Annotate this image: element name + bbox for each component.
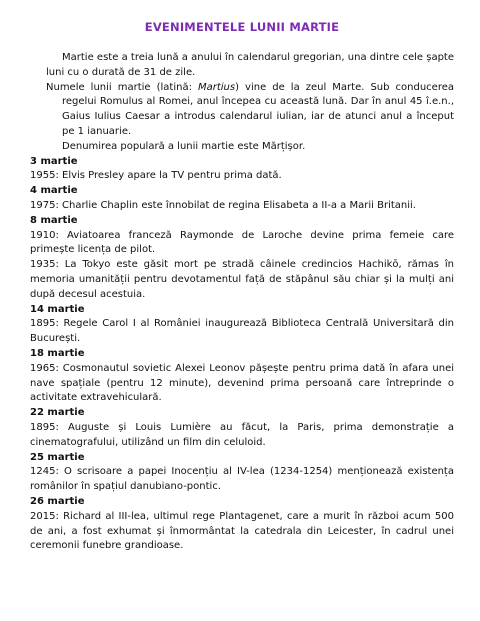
day-heading: 3 martie bbox=[30, 155, 78, 167]
event-entry: 1895: Auguste și Louis Lumière au făcut, la Paris, prima demonstrație a cinematografului, utilizând un film din celuloid. bbox=[30, 421, 454, 448]
event-entry: 1965: Cosmonautul sovietic Alexei Leonov pășește pentru prima dată în afara unei nave spațiale (pentru 12 minute), devenind prima persoană care întreprinde o activitate extravehiculară. bbox=[30, 362, 454, 404]
event-entry: 1935: La Tokyo este găsit mort pe stradă câinele credincios Hachikō, rămas în memoria umanității pentru devotamentul față de stăpânul său chiar și la mulți ani după decesul acestuia. bbox=[30, 259, 454, 300]
intro-paragraph-1: Martie este a treia lună a anului în calendarul gregorian, una dintre cele șapte luni cu o durată de 31 de zile. bbox=[46, 52, 454, 78]
latin-name: Martius bbox=[197, 81, 236, 93]
day-heading: 26 martie bbox=[30, 495, 85, 507]
day-heading: 14 martie bbox=[30, 303, 85, 315]
day-heading: 4 martie bbox=[30, 185, 78, 197]
event-entry: 1245: O scrisoare a papei Inocențiu al IV-lea (1234-1254) menționează existența românilor în spațiul danubiano-pontic. bbox=[30, 466, 454, 493]
intro-section bbox=[30, 51, 454, 155]
event-entry: 1955: Elvis Presley apare la TV pentru prima dată. bbox=[30, 170, 282, 182]
page-title: EVENIMENTELE LUNII MARTIE bbox=[144, 20, 340, 34]
event-entry: 1910: Aviatoarea franceză Raymonde de Laroche devine prima femeie care primește licența de pilot. bbox=[30, 229, 454, 256]
intro-paragraph-3: Denumirea populară a lunii martie este Mărțișor. bbox=[62, 140, 306, 152]
day-heading: 25 martie bbox=[30, 451, 85, 463]
event-entry: 1975: Charlie Chaplin este înnobilat de regina Elisabeta a II-a a Marii Britanii. bbox=[30, 199, 416, 211]
day-heading: 8 martie bbox=[30, 214, 78, 226]
intro-paragraph-2-end: ) vine de la zeul Marte. Sub conducerea regelui Romulus al Romei, anul începea cu această lună. Dar în anul 45 î.e.n., Gaius Iulius Caesar a introdus calendarul iulian, iar de atunci anul a început pe 1 ianuarie. bbox=[62, 81, 454, 137]
day-heading: 18 martie bbox=[30, 347, 85, 359]
day-heading: 22 martie bbox=[30, 407, 85, 419]
events-list bbox=[30, 155, 454, 555]
intro-paragraph-2 bbox=[46, 81, 454, 140]
event-entry: 1895: Regele Carol I al României inaugurează Biblioteca Centrală Universitară din București. bbox=[30, 318, 454, 345]
event-entry: 2015: Richard al III-lea, ultimul rege Plantagenet, care a murit în război acum 500 de ani, a fost exhumat și înmormântat la catedrala din Leicester, în cadrul unei ceremonii funebre grandioase. bbox=[30, 510, 454, 552]
intro-paragraph-2-start: Numele lunii martie (latină: bbox=[46, 81, 198, 93]
